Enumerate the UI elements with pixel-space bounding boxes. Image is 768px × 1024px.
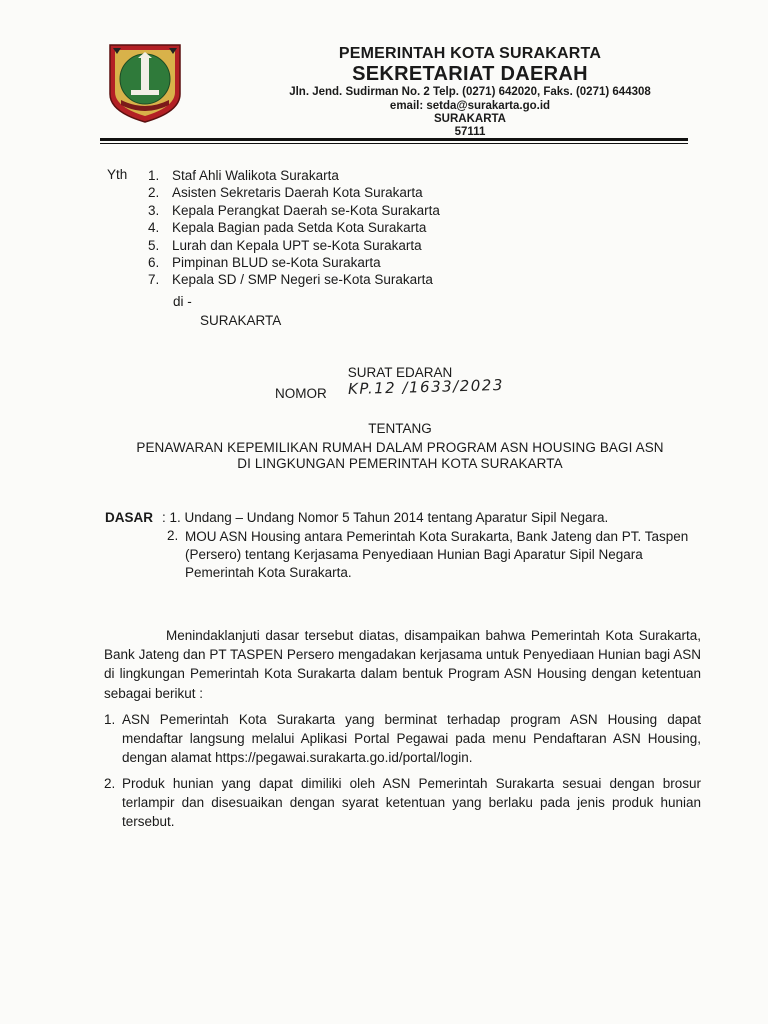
body-list-item: 2. Produk hunian yang dapat dimiliki oleh ASN Pemerintah Surakarta sesuai dengan brosur terlampir dan disesuaikan dengan syarat ketentuan yang berlaku pada jenis produk hunian tersebut. xyxy=(104,776,701,829)
tentang-heading: TENTANG xyxy=(368,421,432,436)
dasar-item-2: MOU ASN Housing antara Pemerintah Kota Surakarta, Bank Jateng dan PT. Taspen (Persero) tentang Kerjasama Penyediaan Hunian Bagi Aparatur Sipil Negara Pemerintah Kota Surakarta. xyxy=(185,529,689,580)
addressee-list xyxy=(148,167,440,289)
addressee-place: SURAKARTA xyxy=(200,313,282,328)
list-item: 4. Kepala Bagian pada Setda Kota Surakarta xyxy=(148,220,427,236)
dasar-item-2-number: 2. xyxy=(167,528,179,543)
dasar-label: DASAR xyxy=(105,510,154,525)
list-item: 2. Asisten Sekretaris Daerah Kota Surakarta xyxy=(148,185,423,201)
letterhead-rule-thick xyxy=(100,138,688,141)
nomor-label: NOMOR xyxy=(275,386,327,401)
office-postcode: 57111 xyxy=(454,126,486,138)
list-item: 5. Lurah dan Kepala UPT se-Kota Surakarta xyxy=(148,237,422,253)
office-email: email: setda@surakarta.go.id xyxy=(389,100,551,112)
letter-type: SURAT EDARAN xyxy=(347,365,453,380)
addressee-di: di - xyxy=(173,294,192,309)
letter-subject: PENAWARAN KEPEMILIKAN RUMAH DALAM PROGRAM ASN HOUSING BAGI ASN DI LINGKUNGAN PEMERINTAH KOTA SURAKARTA xyxy=(136,440,664,471)
list-item: 6. Pimpinan BLUD se-Kota Surakarta xyxy=(148,255,381,271)
list-item: 3. Kepala Perangkat Daerah se-Kota Surakarta xyxy=(148,202,440,218)
office-city: SURAKARTA xyxy=(434,113,506,125)
nomor-handwritten-value: KP.12 /1633/2023 xyxy=(347,375,505,399)
surakarta-coat-of-arms-icon xyxy=(107,42,183,124)
dasar-item-1: : 1. Undang – Undang Nomor 5 Tahun 2014 tentang Aparatur Sipil Negara. xyxy=(162,510,609,525)
office-name: SEKRETARIAT DAERAH xyxy=(352,63,588,85)
body-intro-paragraph: Menindaklanjuti dasar tersebut diatas, disampaikan bahwa Pemerintah Kota Surakarta, Bank Jateng dan PT TASPEN Persero mengadakan kerjasama untuk Penyediaan Hunian bagi ASN di lingkungan Pemerintah Kota Surakarta dalam bentuk Program ASN Housing dengan ketentuan sebagai berikut : xyxy=(104,628,701,701)
letterhead-rule-thin xyxy=(100,143,688,144)
office-address: Jln. Jend. Sudirman No. 2 Telp. (0271) 642020, Faks. (0271) 644308 xyxy=(289,86,651,98)
list-item: 7. Kepala SD / SMP Negeri se-Kota Surakarta xyxy=(148,272,433,288)
government-name: PEMERINTAH KOTA SURAKARTA xyxy=(338,45,602,62)
letterhead xyxy=(230,44,710,139)
addressee-label: Yth xyxy=(107,167,128,182)
list-item: 1. Staf Ahli Walikota Surakarta xyxy=(148,168,339,183)
body-list-item: 1. ASN Pemerintah Kota Surakarta yang berminat terhadap program ASN Housing dapat mendaftar langsung melalui Aplikasi Portal Pegawai pada menu Pendaftaran ASN Housing, dengan alamat https://pegawai.surakarta.go.id/portal/login. xyxy=(104,712,701,765)
